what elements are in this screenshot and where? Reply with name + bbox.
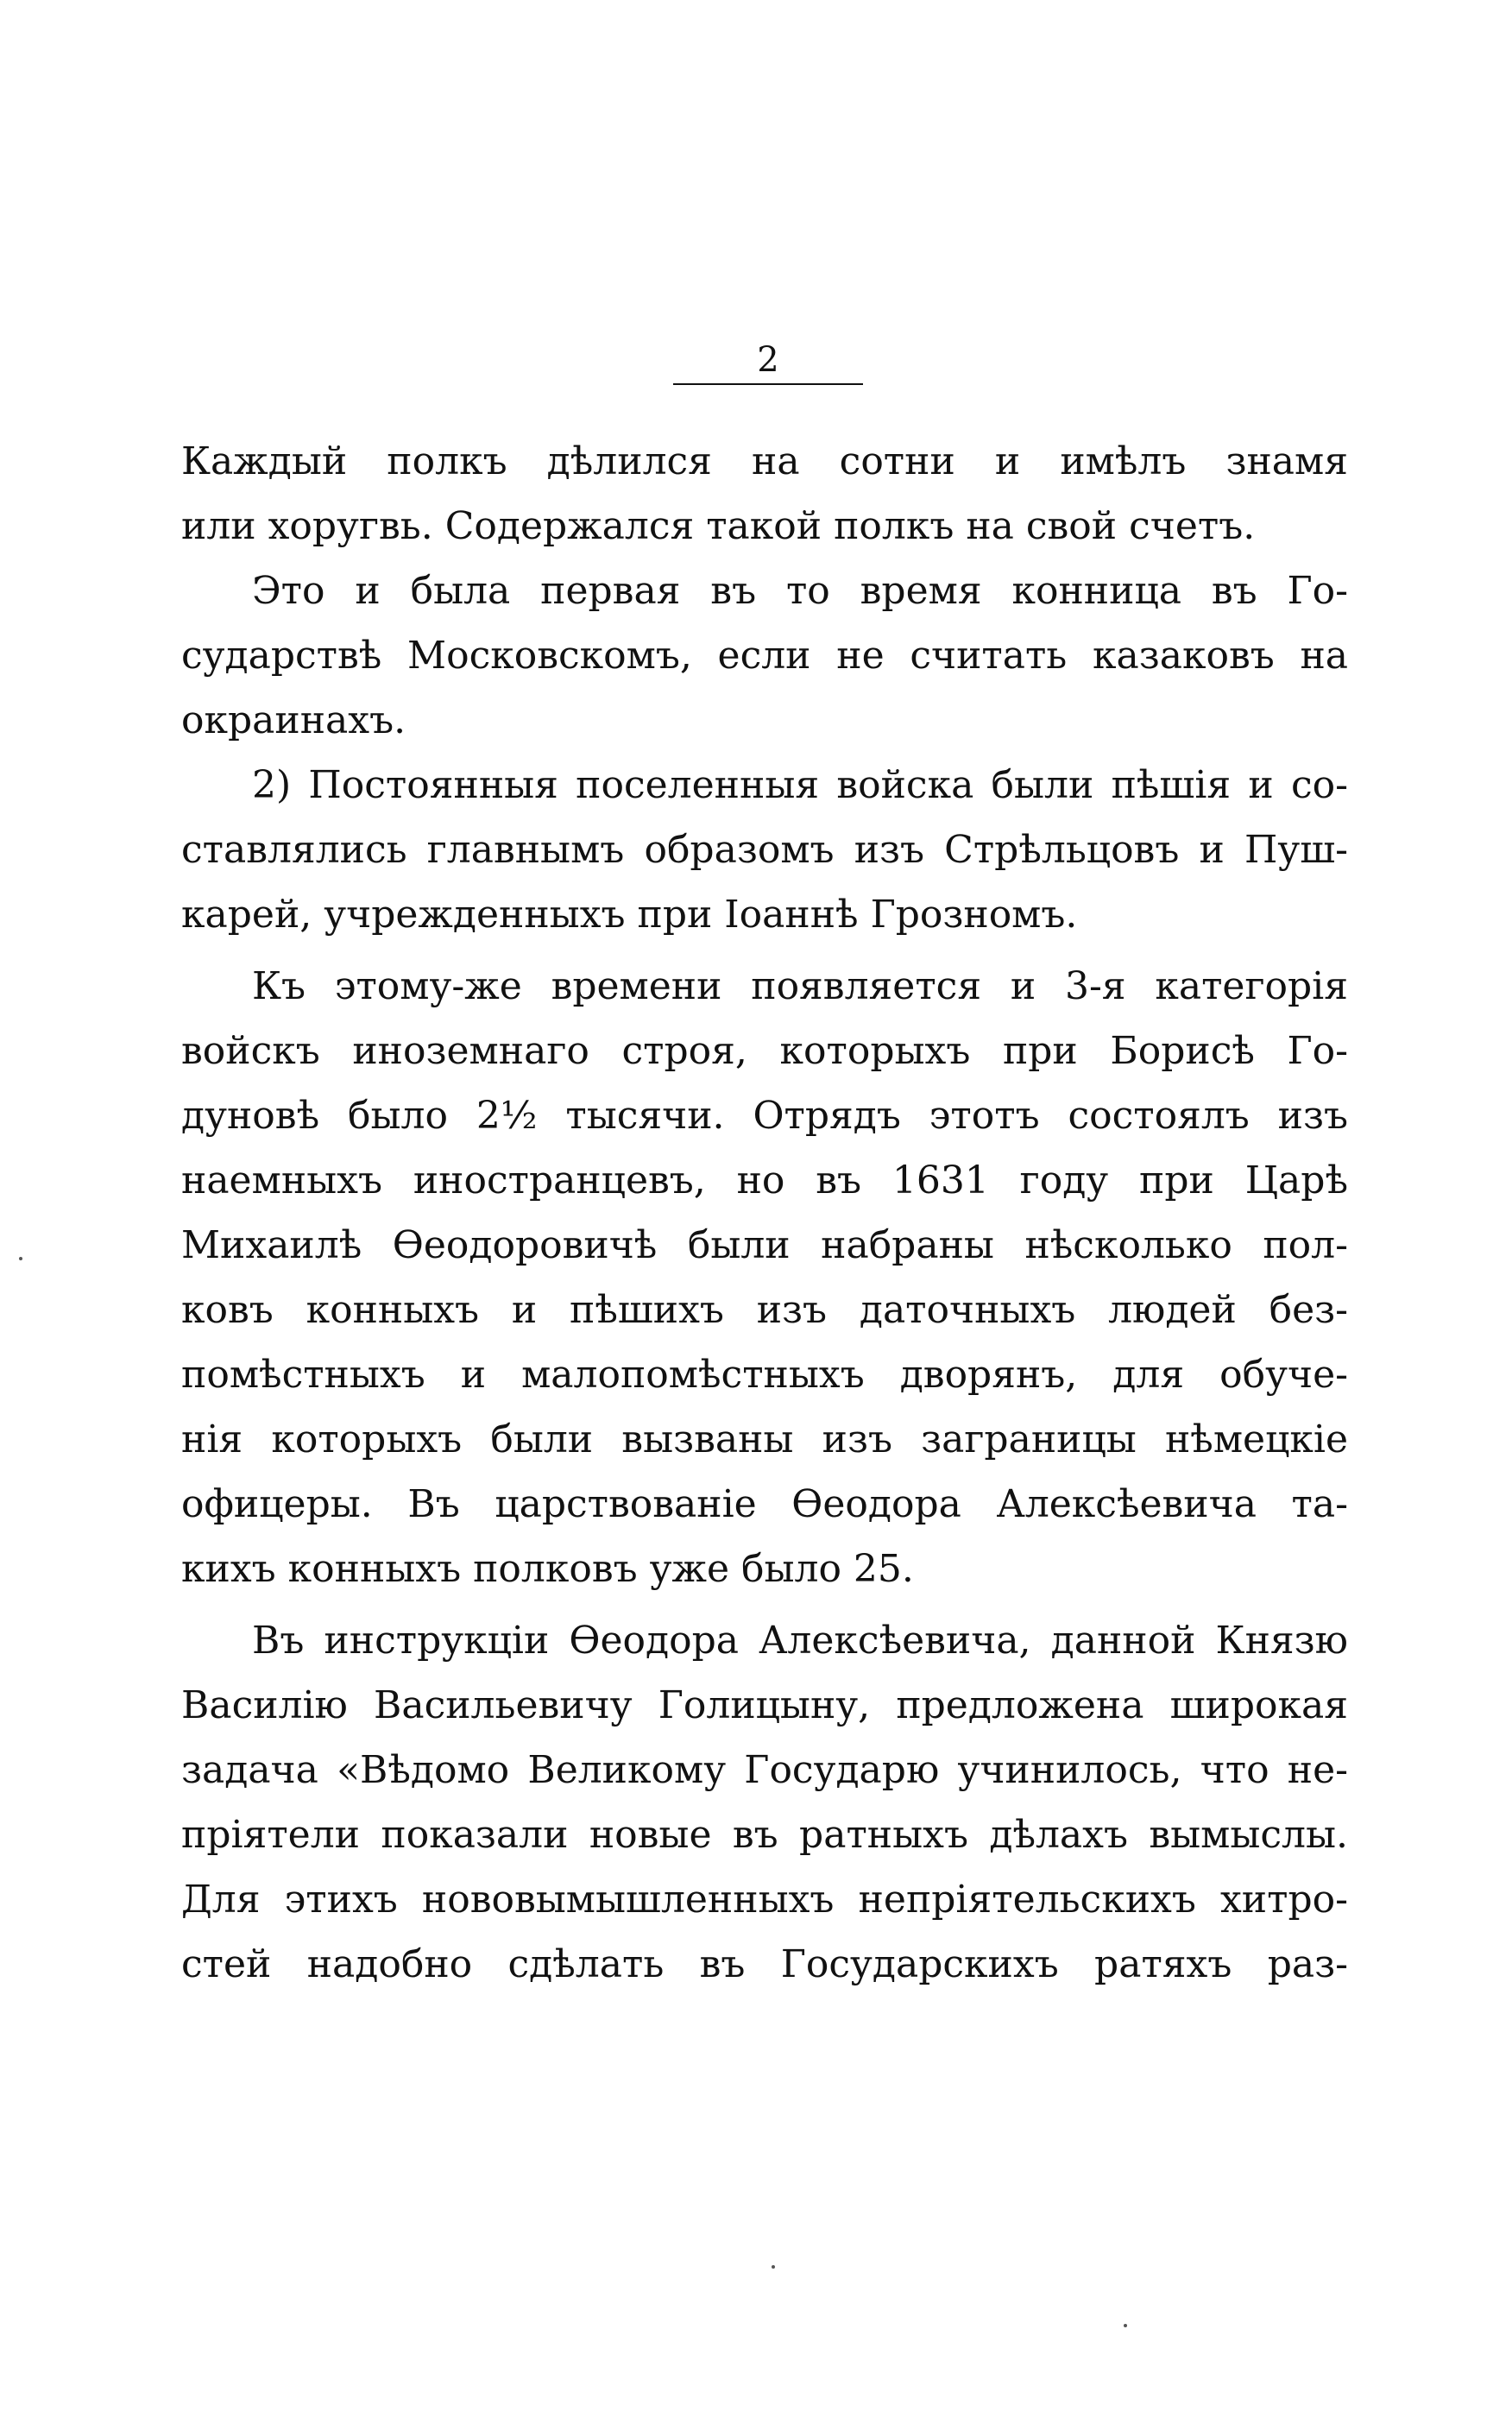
text-line: войскъ иноземнаго строя, которыхъ при Борисѣ Го-: [181, 1029, 1348, 1073]
text-line: ковъ конныхъ и пѣшихъ изъ даточныхъ людей без-: [181, 1288, 1348, 1332]
text-line: Каждый полкъ дѣлился на сотни и имѣлъ знамя: [181, 439, 1348, 483]
text-line: Къ этому-же времени появляется и 3-я категорія: [252, 964, 1348, 1008]
text-line: нія которыхъ были вызваны изъ заграницы нѣмецкіе: [181, 1417, 1348, 1461]
text-line: окраинахъ.: [181, 698, 406, 742]
text-line: стей надобно сдѣлать въ Государскихъ ратяхъ раз-: [181, 1942, 1348, 1986]
text-line: сударствѣ Московскомъ, если не считать казаковъ на: [181, 634, 1348, 678]
text-line: Въ инструкціи Ѳеодора Алексѣевича, данной Князю: [252, 1619, 1348, 1663]
page-number: 2: [757, 340, 779, 380]
scan-speck: [772, 2265, 775, 2269]
text-line: помѣстныхъ и малопомѣстныхъ дворянъ, для обуче-: [181, 1353, 1348, 1397]
page-number-rule: [673, 383, 863, 385]
scan-speck: [1124, 2324, 1127, 2327]
text-line: или хоругвь. Содержался такой полкъ на свой счетъ.: [181, 504, 1256, 548]
text-line: Василію Васильевичу Голицыну, предложена широкая: [181, 1683, 1348, 1727]
text-line: кихъ конныхъ полковъ уже было 25.: [181, 1547, 914, 1591]
text-line: карей, учрежденныхъ при Іоаннѣ Грозномъ.: [181, 893, 1078, 937]
text-line: задача «Вѣдомо Великому Государю учинилось, что не-: [181, 1748, 1348, 1792]
text-line: 2) Постоянныя поселенныя войска были пѣшія и со-: [252, 763, 1348, 807]
scan-speck: [19, 1257, 22, 1260]
text-line: пріятели показали новые въ ратныхъ дѣлахъ вымыслы.: [181, 1813, 1348, 1857]
text-line: Это и была первая въ то время конница въ Го-: [252, 569, 1348, 613]
text-line: дуновѣ было 2½ тысячи. Отрядъ этотъ состоялъ изъ: [181, 1094, 1348, 1138]
text-line: Михаилѣ Ѳеодоровичѣ были набраны нѣсколько пол-: [181, 1223, 1348, 1267]
text-line: ставлялись главнымъ образомъ изъ Стрѣльцовъ и Пуш-: [181, 828, 1348, 872]
text-line: наемныхъ иностранцевъ, но въ 1631 году при Царѣ: [181, 1158, 1348, 1203]
text-line: Для этихъ нововымышленныхъ непріятельскихъ хитро-: [181, 1878, 1348, 1922]
text-line: офицеры. Въ царствованіе Ѳеодора Алексѣевича та-: [181, 1482, 1348, 1526]
